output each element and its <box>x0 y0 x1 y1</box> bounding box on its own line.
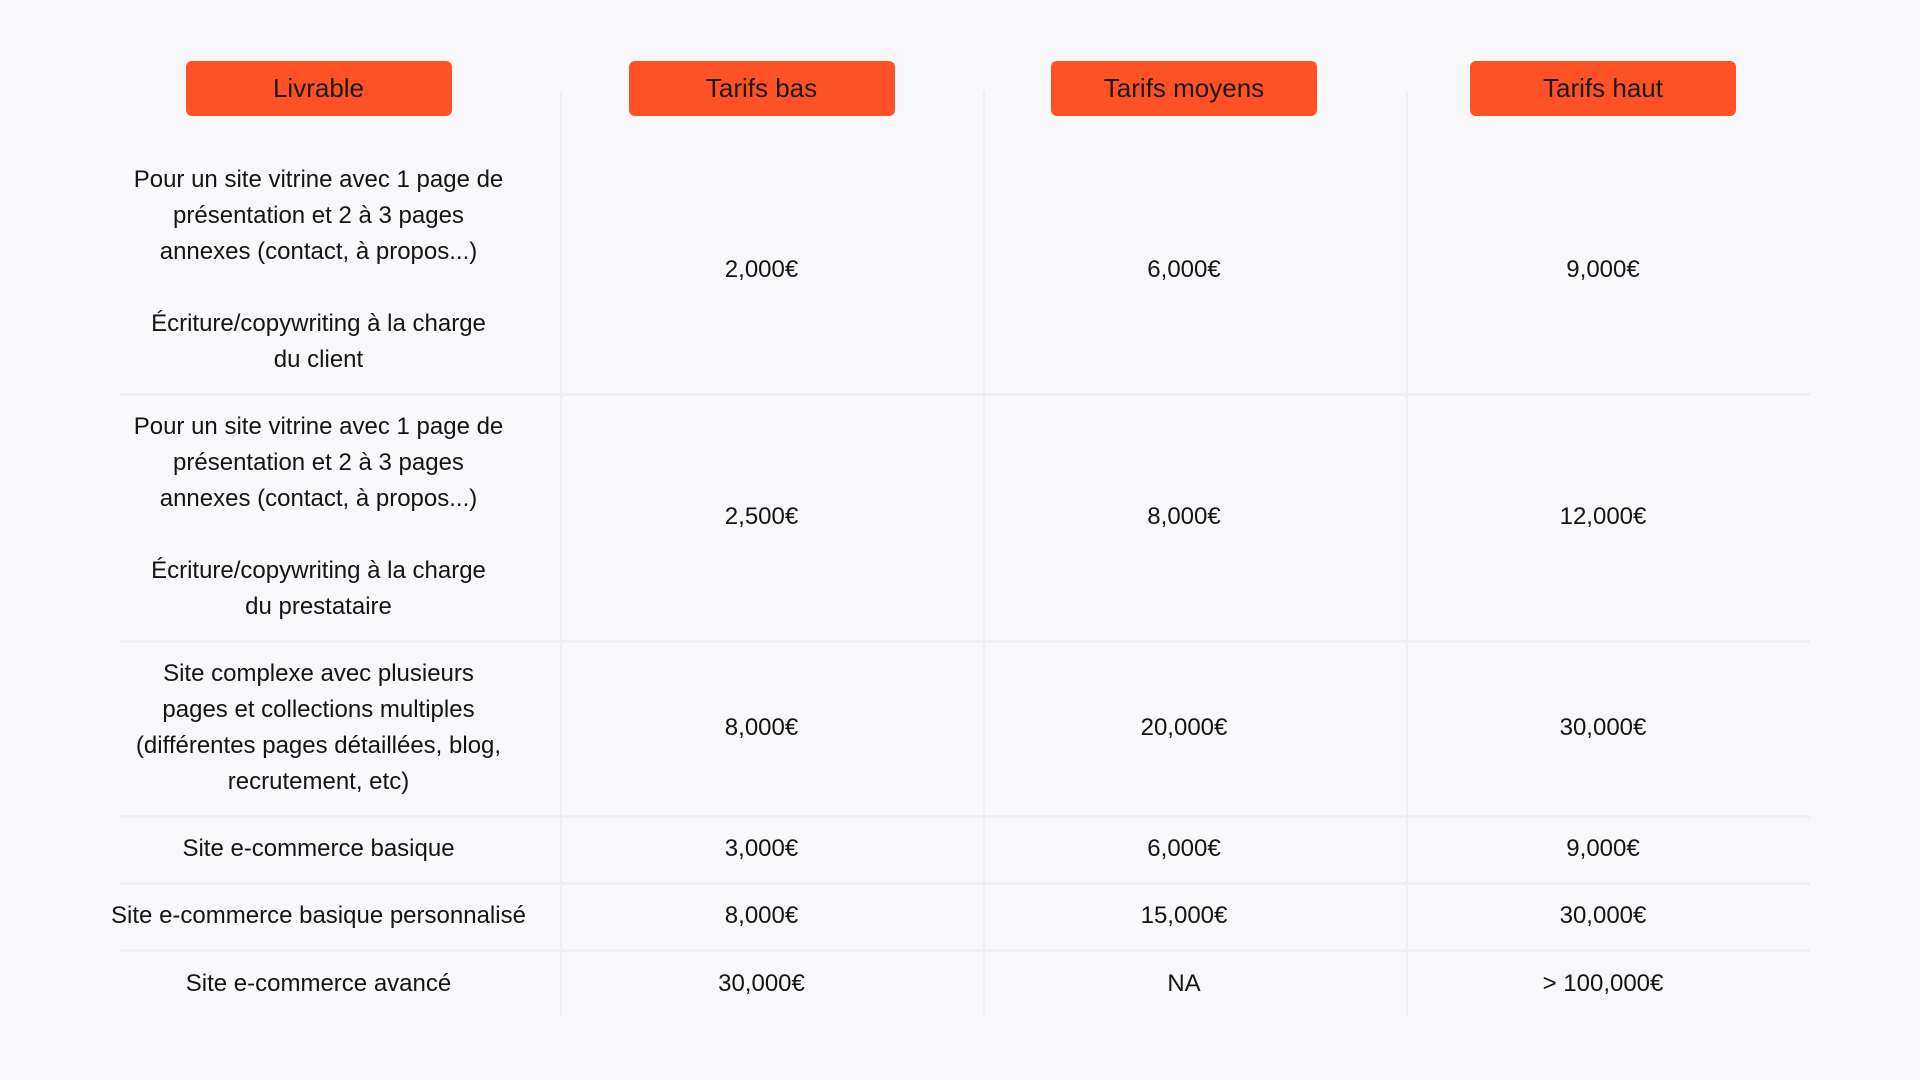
price-high: 30,000€ <box>1559 713 1647 741</box>
table-body <box>86 146 1810 1016</box>
price-low: 8,000€ <box>724 713 799 741</box>
price-high: 30,000€ <box>1559 901 1647 929</box>
deliverable-cell <box>86 964 551 1002</box>
deliverable-cell <box>86 656 551 800</box>
table-row <box>86 393 1810 640</box>
header-pill-tarifs-haut: Tarifs haut <box>1470 61 1736 116</box>
deliverable-text: recrutement, etc) <box>227 767 410 795</box>
price-low: 30,000€ <box>718 969 805 997</box>
deliverable-text: annexes (contact, à propos...) <box>159 484 478 512</box>
deliverable-text: Site e-commerce avancé <box>185 969 452 997</box>
deliverable-cell <box>86 409 551 625</box>
deliverable-text: annexes (contact, à propos...) <box>159 237 478 265</box>
deliverable-text: pages et collections multiples <box>162 695 475 723</box>
price-low: 3,000€ <box>724 834 799 862</box>
deliverable-text: Écriture/copywriting à la charge <box>151 309 486 337</box>
price-mid: NA <box>1167 969 1201 997</box>
deliverable-text: Écriture/copywriting à la charge <box>151 556 486 584</box>
deliverable-text: Site e-commerce basique <box>182 834 455 862</box>
price-high: 9,000€ <box>1566 255 1640 283</box>
price-mid: 20,000€ <box>1140 713 1228 741</box>
deliverable-cell <box>86 831 551 867</box>
deliverable-text: du prestataire <box>245 592 392 620</box>
table-row <box>86 815 1810 882</box>
deliverable-text: (différentes pages détaillées, blog, <box>135 731 502 759</box>
header-pill-tarifs-moyens: Tarifs moyens <box>1051 61 1317 116</box>
price-high: 12,000€ <box>1559 502 1647 530</box>
deliverable-text: Pour un site vitrine avec 1 page de <box>133 412 504 440</box>
deliverable-cell <box>86 898 551 934</box>
price-mid: 15,000€ <box>1140 901 1228 929</box>
header-livrable <box>86 61 551 146</box>
price-high: > 100,000€ <box>1542 969 1664 997</box>
header-tarifs-moyens <box>972 61 1396 146</box>
table-row <box>86 882 1810 949</box>
table-row <box>86 146 1810 393</box>
deliverable-text: Pour un site vitrine avec 1 page de <box>133 165 504 193</box>
price-low: 2,500€ <box>724 502 799 530</box>
deliverable-text: Site e-commerce basique personnalisé <box>111 901 526 929</box>
price-mid: 8,000€ <box>1147 502 1221 530</box>
deliverable-text: Site complexe avec plusieurs <box>163 659 474 687</box>
header-tarifs-bas <box>551 61 972 146</box>
header-tarifs-haut <box>1396 61 1810 146</box>
deliverable-text: présentation et 2 à 3 pages <box>173 201 464 229</box>
deliverable-spacer <box>126 517 511 553</box>
table-row <box>86 949 1810 1016</box>
deliverable-cell <box>86 162 551 378</box>
pricing-table <box>86 61 1810 1016</box>
price-mid: 6,000€ <box>1147 255 1221 283</box>
table-row <box>86 640 1810 815</box>
price-low: 2,000€ <box>724 255 799 283</box>
price-high: 9,000€ <box>1566 834 1640 862</box>
price-low: 8,000€ <box>724 901 799 929</box>
deliverable-spacer <box>126 270 511 306</box>
header-row <box>86 61 1810 146</box>
header-pill-tarifs-bas: Tarifs bas <box>629 61 895 116</box>
price-mid: 6,000€ <box>1147 834 1221 862</box>
deliverable-text: présentation et 2 à 3 pages <box>173 448 464 476</box>
deliverable-text: du client <box>273 345 364 373</box>
header-pill-livrable: Livrable <box>186 61 452 116</box>
